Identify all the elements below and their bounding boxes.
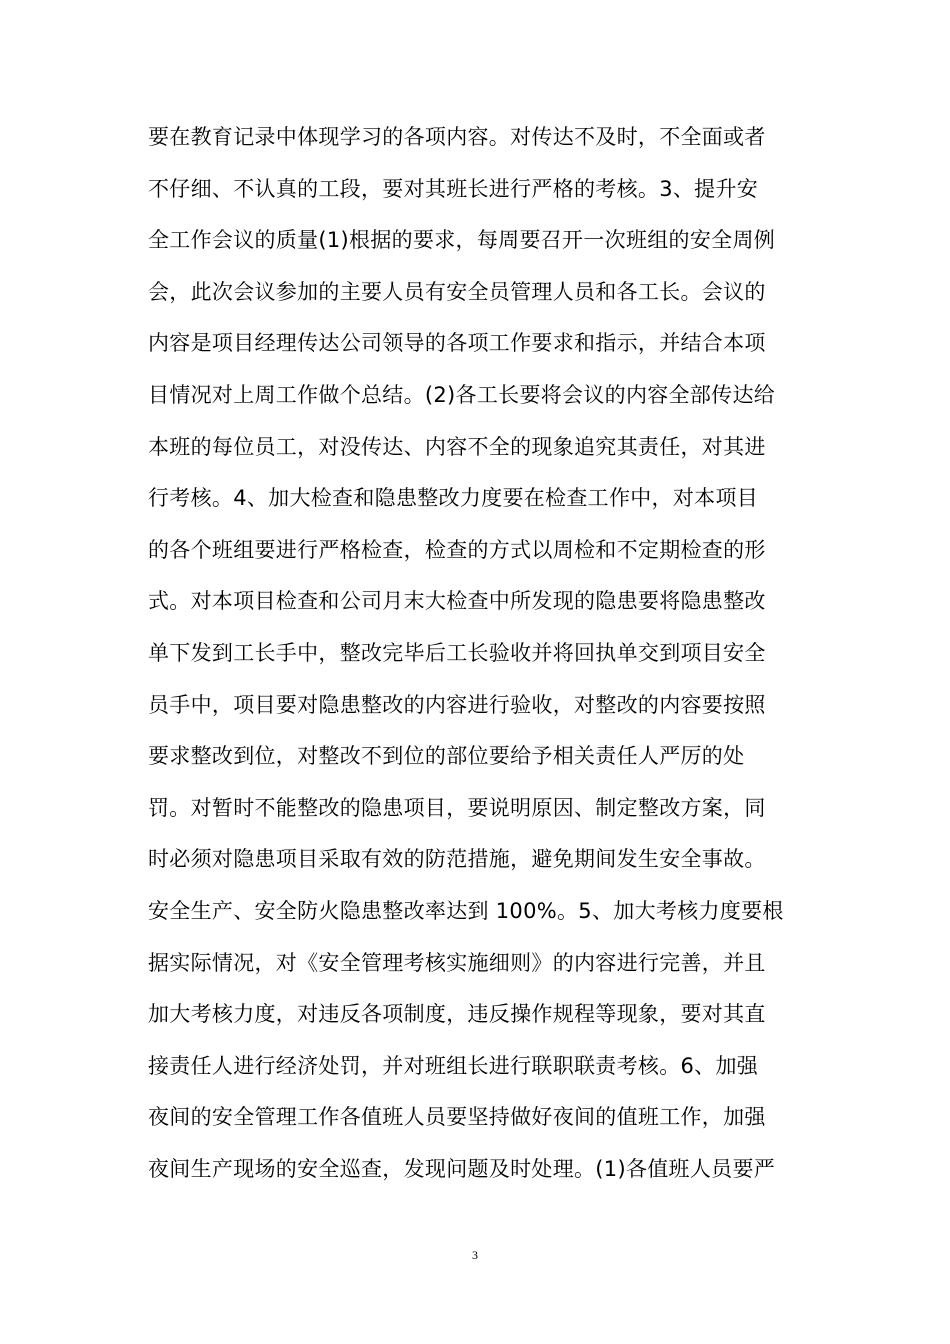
text-line: 夜间生产现场的安全巡查，发现问题及时处理。(1)各值班人员要严 bbox=[148, 1156, 776, 1181]
text-line: 会，此次会议参加的主要人员有安全员管理人员和各工长。会议的 bbox=[148, 279, 766, 304]
text-line: 加大考核力度，对违反各项制度，违反操作规程等现象，要对其直 bbox=[148, 1002, 766, 1027]
text-line: 行考核。4、加大检查和隐患整改力度要在检查工作中，对本项目 bbox=[148, 486, 759, 511]
text-line: 员手中，项目要对隐患整改的内容进行验收，对整改的内容要按照 bbox=[148, 692, 766, 717]
text-line: 单下发到工长手中，整改完毕后工长验收并将回执单交到项目安全 bbox=[148, 640, 766, 665]
body-text bbox=[148, 112, 803, 1195]
text-line: 要求整改到位，对整改不到位的部位要给予相关责任人严厉的处 bbox=[148, 744, 745, 769]
text-line: 时必须对隐患项目采取有效的防范措施，避免期间发生安全事故。 bbox=[148, 847, 766, 872]
text-line: 接责任人进行经济处罚，并对班组长进行联职联责考核。6、加强 bbox=[148, 1053, 759, 1078]
page-number: 3 bbox=[472, 1248, 478, 1262]
text-line: 目情况对上周工作做个总结。(2)各工长要将会议的内容全部传达给 bbox=[148, 382, 776, 407]
text-line: 本班的每位员工，对没传达、内容不全的现象追究其责任，对其进 bbox=[148, 434, 766, 459]
text-line: 据实际情况，对《安全管理考核实施细则》的内容进行完善，并且 bbox=[148, 950, 766, 975]
text-line: 夜间的安全管理工作各值班人员要坚持做好夜间的值班工作，加强 bbox=[148, 1105, 766, 1130]
text-line: 要在教育记录中体现学习的各项内容。对传达不及时，不全面或者 bbox=[148, 125, 766, 149]
text-line: 安全生产、安全防火隐患整改率达到 100%。5、加大考核力度要根 bbox=[148, 898, 784, 923]
text-line: 内容是项目经理传达公司领导的各项工作要求和指示，并结合本项 bbox=[148, 331, 766, 356]
text-line: 不仔细、不认真的工段，要对其班长进行严格的考核。3、提升安 bbox=[148, 176, 759, 201]
text-line: 罚。对暂时不能整改的隐患项目，要说明原因、制定整改方案，同 bbox=[148, 795, 766, 820]
text-line: 的各个班组要进行严格检查，检查的方式以周检和不定期检查的形 bbox=[148, 537, 766, 562]
text-line: 式。对本项目检查和公司月末大检查中所发现的隐患要将隐患整改 bbox=[148, 589, 766, 614]
text-line: 全工作会议的质量(1)根据的要求，每周要召开一次班组的安全周例 bbox=[148, 228, 776, 253]
